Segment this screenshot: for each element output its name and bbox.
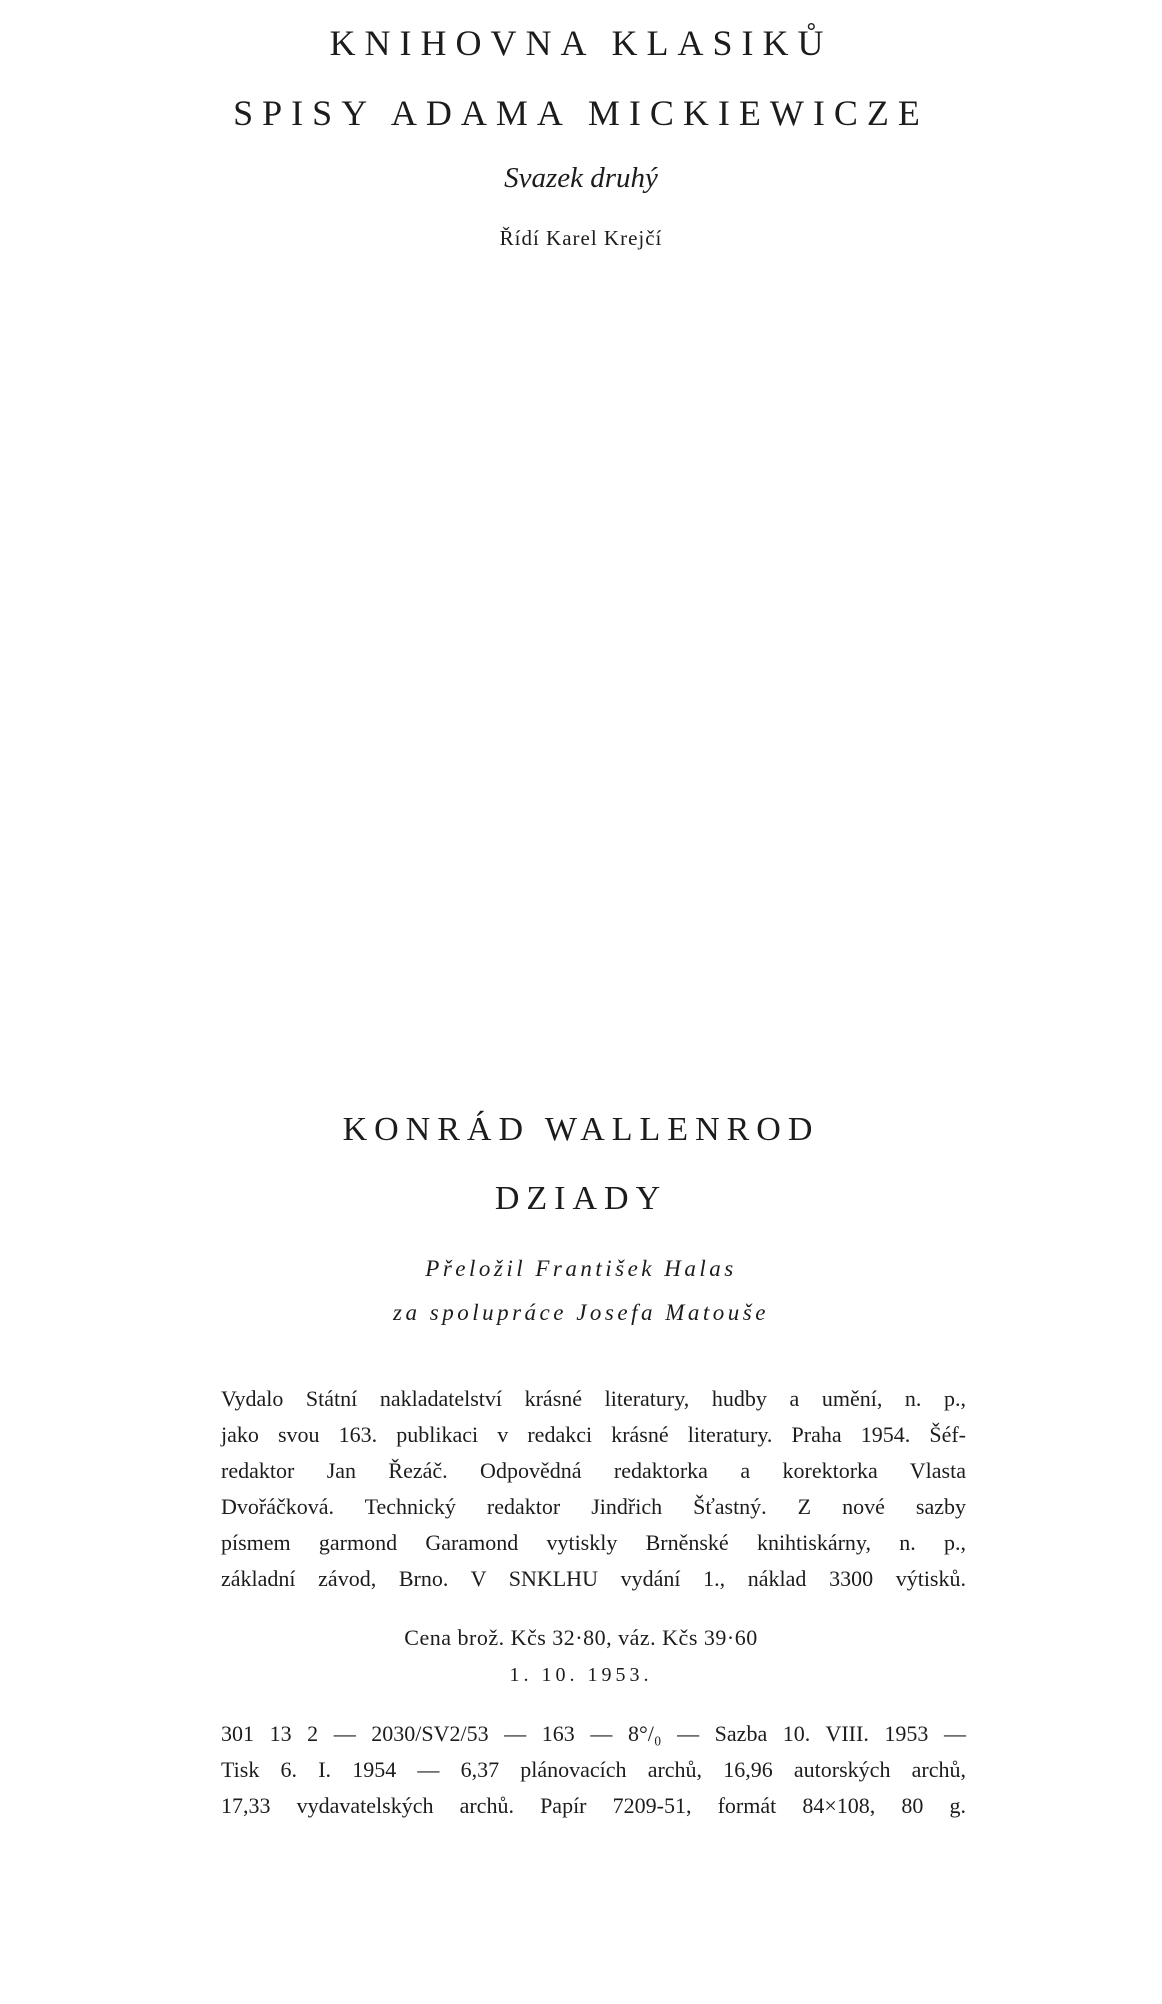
translator-line: Přeložil František Halas [425,1256,737,1281]
imprint-line: Dvořáčková. Technický redaktor Jindřich Šťastný. Z nové sazby [221,1494,966,1519]
technical-line: 301 13 2 — 2030/SV2/53 — 163 — 8°/₀ — Sazba 10. VIII. 1953 — [221,1721,966,1746]
imprint-line: jako svou 163. publikaci v redakci krásné literatury. Praha 1954. Šéf- [221,1422,966,1447]
work-title-dziady: DZIADY [494,1180,668,1217]
technical-line: Tisk 6. I. 1954 — 6,37 plánovacích archů, 16,96 autorských archů, [221,1757,966,1782]
imprint-line: Vydalo Státní nakladatelství krásné literatury, hudby a umění, n. p., [221,1386,966,1411]
work-title-konrad-wallenrod: KONRÁD WALLENROD [342,1111,820,1148]
imprint-line: písmem garmond Garamond vytiskly Brněnské knihtiskárny, n. p., [221,1530,966,1555]
price-line: Cena brož. Kčs 32·80, váz. Kčs 39·60 [404,1625,758,1650]
imprint-paragraph [221,1381,966,1597]
technical-line: 17,33 vydavatelských archů. Papír 7209-51, formát 84×108, 80 g. [221,1793,966,1818]
library-series-title: KNIHOVNA KLASIKŮ [329,23,833,63]
collection-title: SPISY ADAMA MICKIEWICZE [233,93,929,133]
collaboration-line: za spolupráce Josefa Matouše [393,1300,769,1325]
imprint-line: redaktor Jan Řezáč. Odpovědná redaktorka a korektorka Vlasta [221,1458,966,1483]
editor-line: Řídí Karel Krejčí [499,226,663,250]
imprint-line: základní závod, Brno. V SNKLHU vydání 1., náklad 3300 výtisků. [221,1566,966,1591]
technical-data [221,1716,966,1824]
date-line: 1. 10. 1953. [509,1664,653,1686]
volume-label: Svazek druhý [504,162,658,194]
